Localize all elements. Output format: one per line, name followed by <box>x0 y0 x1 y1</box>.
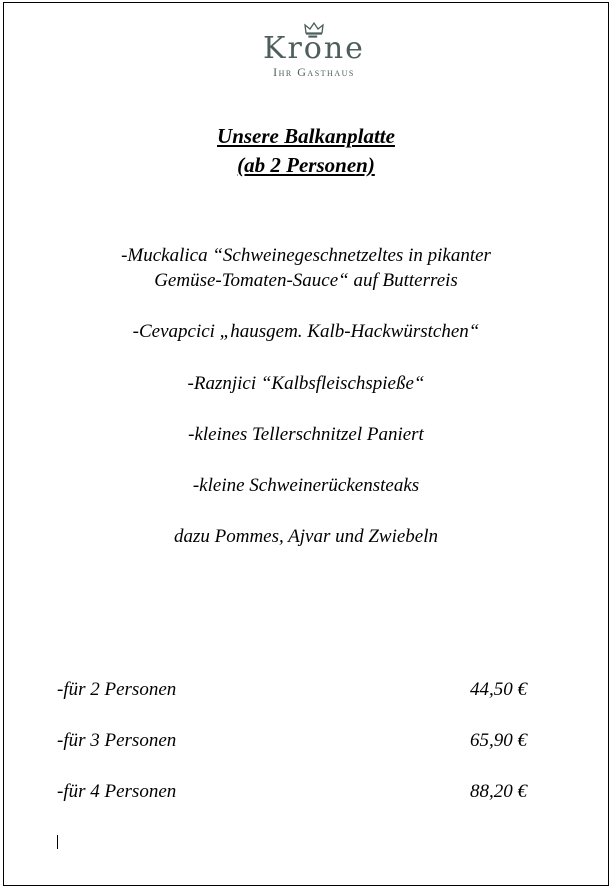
menu-page <box>3 2 609 886</box>
logo <box>234 25 394 80</box>
menu-item-line: Gemüse-Tomaten-Sauce“ auf Butterreis <box>154 270 458 291</box>
text-cursor[interactable] <box>57 835 58 849</box>
menu-subtitle: (ab 2 Personen) <box>237 153 375 177</box>
price-value: 88,20 € <box>470 781 527 802</box>
menu-item-sides: dazu Pommes, Ajvar und Zwiebeln <box>173 526 439 547</box>
logo-brand: Krōne <box>263 31 365 66</box>
menu-item-line: -Muckalica “Schweinegeschnetzeltes in pikanter <box>121 245 491 266</box>
price-value: 65,90 € <box>470 730 527 751</box>
price-label: -für 3 Personen <box>57 730 177 751</box>
price-label: -für 4 Personen <box>57 781 177 802</box>
logo-subtitle: Ihr Gasthaus <box>273 65 355 79</box>
price-label: -für 2 Personen <box>57 679 177 700</box>
crown-icon <box>304 21 324 35</box>
price-value: 44,50 € <box>470 679 527 700</box>
menu-item-line: -kleines Tellerschnitzel Paniert <box>188 424 424 445</box>
menu-item-line: -kleine Schweinerückensteaks <box>192 475 420 496</box>
menu-item-line: -Cevapcici „hausgem. Kalb-Hackwürstchen“ <box>132 321 480 342</box>
menu-item-line: -Raznjici “Kalbsfleischspieße“ <box>187 373 425 394</box>
menu-title: Unsere Balkanplatte <box>217 124 395 148</box>
